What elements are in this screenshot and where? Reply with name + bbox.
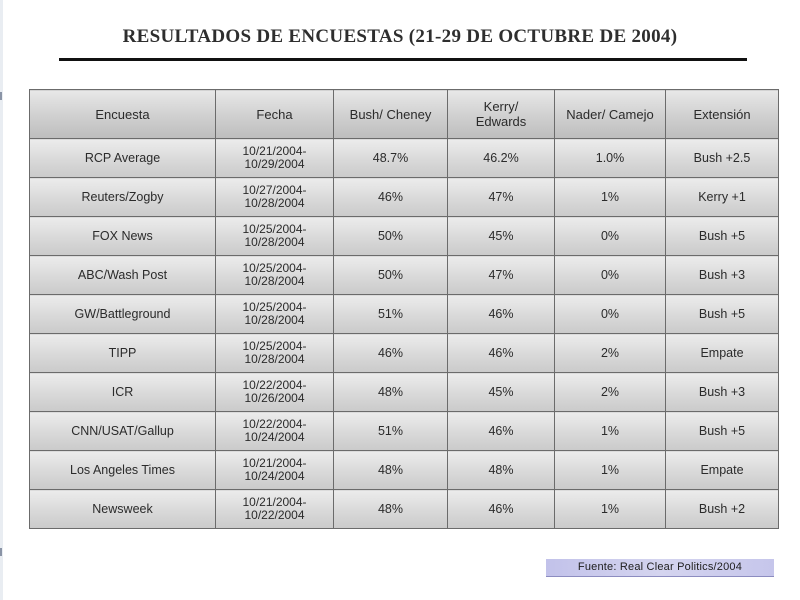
cell-encuesta: Newsweek	[30, 490, 216, 529]
cell-fecha	[216, 178, 334, 217]
cell-extension: Empate	[666, 334, 779, 373]
header-bush-cheney: Bush/ Cheney	[334, 90, 448, 139]
cell-extension: Bush +3	[666, 373, 779, 412]
cell-extension: Bush +3	[666, 256, 779, 295]
cell-bush: 51%	[334, 412, 448, 451]
cell-nader: 1%	[555, 412, 666, 451]
fecha-fin: 10/24/2004	[244, 469, 305, 483]
cell-bush: 48%	[334, 490, 448, 529]
cell-nader: 1%	[555, 451, 666, 490]
cell-fecha	[216, 334, 334, 373]
fecha-inicio: 10/25/2004-	[242, 300, 307, 314]
slide-edge-marker	[0, 548, 2, 556]
table-row	[30, 178, 779, 217]
cell-fecha	[216, 490, 334, 529]
cell-encuesta: Reuters/Zogby	[30, 178, 216, 217]
fecha-fin: 10/22/2004	[244, 508, 305, 522]
fecha-fin: 10/28/2004	[244, 352, 305, 366]
cell-kerry: 46%	[448, 334, 555, 373]
table-row	[30, 490, 779, 529]
cell-nader: 0%	[555, 256, 666, 295]
cell-bush: 48%	[334, 373, 448, 412]
fecha-inicio: 10/22/2004-	[242, 378, 307, 392]
cell-nader: 0%	[555, 295, 666, 334]
cell-encuesta: RCP Average	[30, 139, 216, 178]
cell-nader: 1%	[555, 178, 666, 217]
fecha-fin: 10/28/2004	[244, 274, 305, 288]
cell-fecha	[216, 256, 334, 295]
cell-kerry: 47%	[448, 256, 555, 295]
cell-fecha	[216, 139, 334, 178]
cell-kerry: 47%	[448, 178, 555, 217]
table-row	[30, 139, 779, 178]
table-row	[30, 295, 779, 334]
table-row	[30, 373, 779, 412]
source-caption: Fuente: Real Clear Politics/2004	[546, 559, 774, 577]
cell-encuesta: CNN/USAT/Gallup	[30, 412, 216, 451]
cell-bush: 48%	[334, 451, 448, 490]
cell-nader: 2%	[555, 373, 666, 412]
cell-extension: Bush +5	[666, 295, 779, 334]
header-extension: Extensión	[666, 90, 779, 139]
table-row	[30, 451, 779, 490]
cell-bush: 46%	[334, 178, 448, 217]
cell-fecha	[216, 373, 334, 412]
poll-results-table	[29, 89, 779, 529]
cell-fecha	[216, 412, 334, 451]
page-title: RESULTADOS DE ENCUESTAS (21-29 DE OCTUBRE DE 2004)	[122, 26, 678, 47]
fecha-inicio: 10/25/2004-	[242, 339, 307, 353]
cell-kerry: 48%	[448, 451, 555, 490]
fecha-inicio: 10/25/2004-	[242, 261, 307, 275]
fecha-inicio: 10/21/2004-	[242, 495, 307, 509]
slide-left-edge	[0, 0, 3, 600]
cell-fecha	[216, 295, 334, 334]
cell-extension: Bush +2.5	[666, 139, 779, 178]
slide-edge-marker	[0, 92, 2, 100]
cell-extension: Bush +5	[666, 217, 779, 256]
table-row	[30, 256, 779, 295]
cell-extension: Bush +2	[666, 490, 779, 529]
header-encuesta: Encuesta	[30, 90, 216, 139]
fecha-fin: 10/24/2004	[244, 430, 305, 444]
cell-nader: 1.0%	[555, 139, 666, 178]
header-kerry-edwards	[448, 90, 555, 139]
header-fecha: Fecha	[216, 90, 334, 139]
fecha-fin: 10/28/2004	[244, 313, 305, 327]
cell-encuesta: FOX News	[30, 217, 216, 256]
cell-bush: 46%	[334, 334, 448, 373]
title-underline	[59, 58, 747, 61]
fecha-inicio: 10/25/2004-	[242, 222, 307, 236]
cell-encuesta: ABC/Wash Post	[30, 256, 216, 295]
cell-kerry: 46.2%	[448, 139, 555, 178]
fecha-fin: 10/28/2004	[244, 196, 305, 210]
fecha-fin: 10/29/2004	[244, 157, 305, 171]
table-header-row	[30, 90, 779, 139]
cell-bush: 50%	[334, 217, 448, 256]
cell-fecha	[216, 451, 334, 490]
fecha-inicio: 10/21/2004-	[242, 144, 307, 158]
cell-encuesta: Los Angeles Times	[30, 451, 216, 490]
header-kerry-edwards-text: Kerry/ Edwards	[475, 99, 527, 129]
table-row	[30, 334, 779, 373]
cell-bush: 51%	[334, 295, 448, 334]
table-row	[30, 412, 779, 451]
cell-nader: 2%	[555, 334, 666, 373]
cell-encuesta: ICR	[30, 373, 216, 412]
cell-fecha	[216, 217, 334, 256]
cell-extension: Bush +5	[666, 412, 779, 451]
cell-kerry: 46%	[448, 490, 555, 529]
cell-bush: 50%	[334, 256, 448, 295]
cell-bush: 48.7%	[334, 139, 448, 178]
cell-encuesta: TIPP	[30, 334, 216, 373]
cell-extension: Kerry +1	[666, 178, 779, 217]
cell-encuesta: GW/Battleground	[30, 295, 216, 334]
cell-nader: 0%	[555, 217, 666, 256]
cell-nader: 1%	[555, 490, 666, 529]
fecha-inicio: 10/27/2004-	[242, 183, 307, 197]
cell-extension: Empate	[666, 451, 779, 490]
table-row	[30, 217, 779, 256]
header-nader-camejo: Nader/ Camejo	[555, 90, 666, 139]
fecha-inicio: 10/22/2004-	[242, 417, 307, 431]
fecha-fin: 10/28/2004	[244, 235, 305, 249]
cell-kerry: 46%	[448, 295, 555, 334]
fecha-inicio: 10/21/2004-	[242, 456, 307, 470]
fecha-fin: 10/26/2004	[244, 391, 305, 405]
cell-kerry: 45%	[448, 373, 555, 412]
cell-kerry: 46%	[448, 412, 555, 451]
cell-kerry: 45%	[448, 217, 555, 256]
